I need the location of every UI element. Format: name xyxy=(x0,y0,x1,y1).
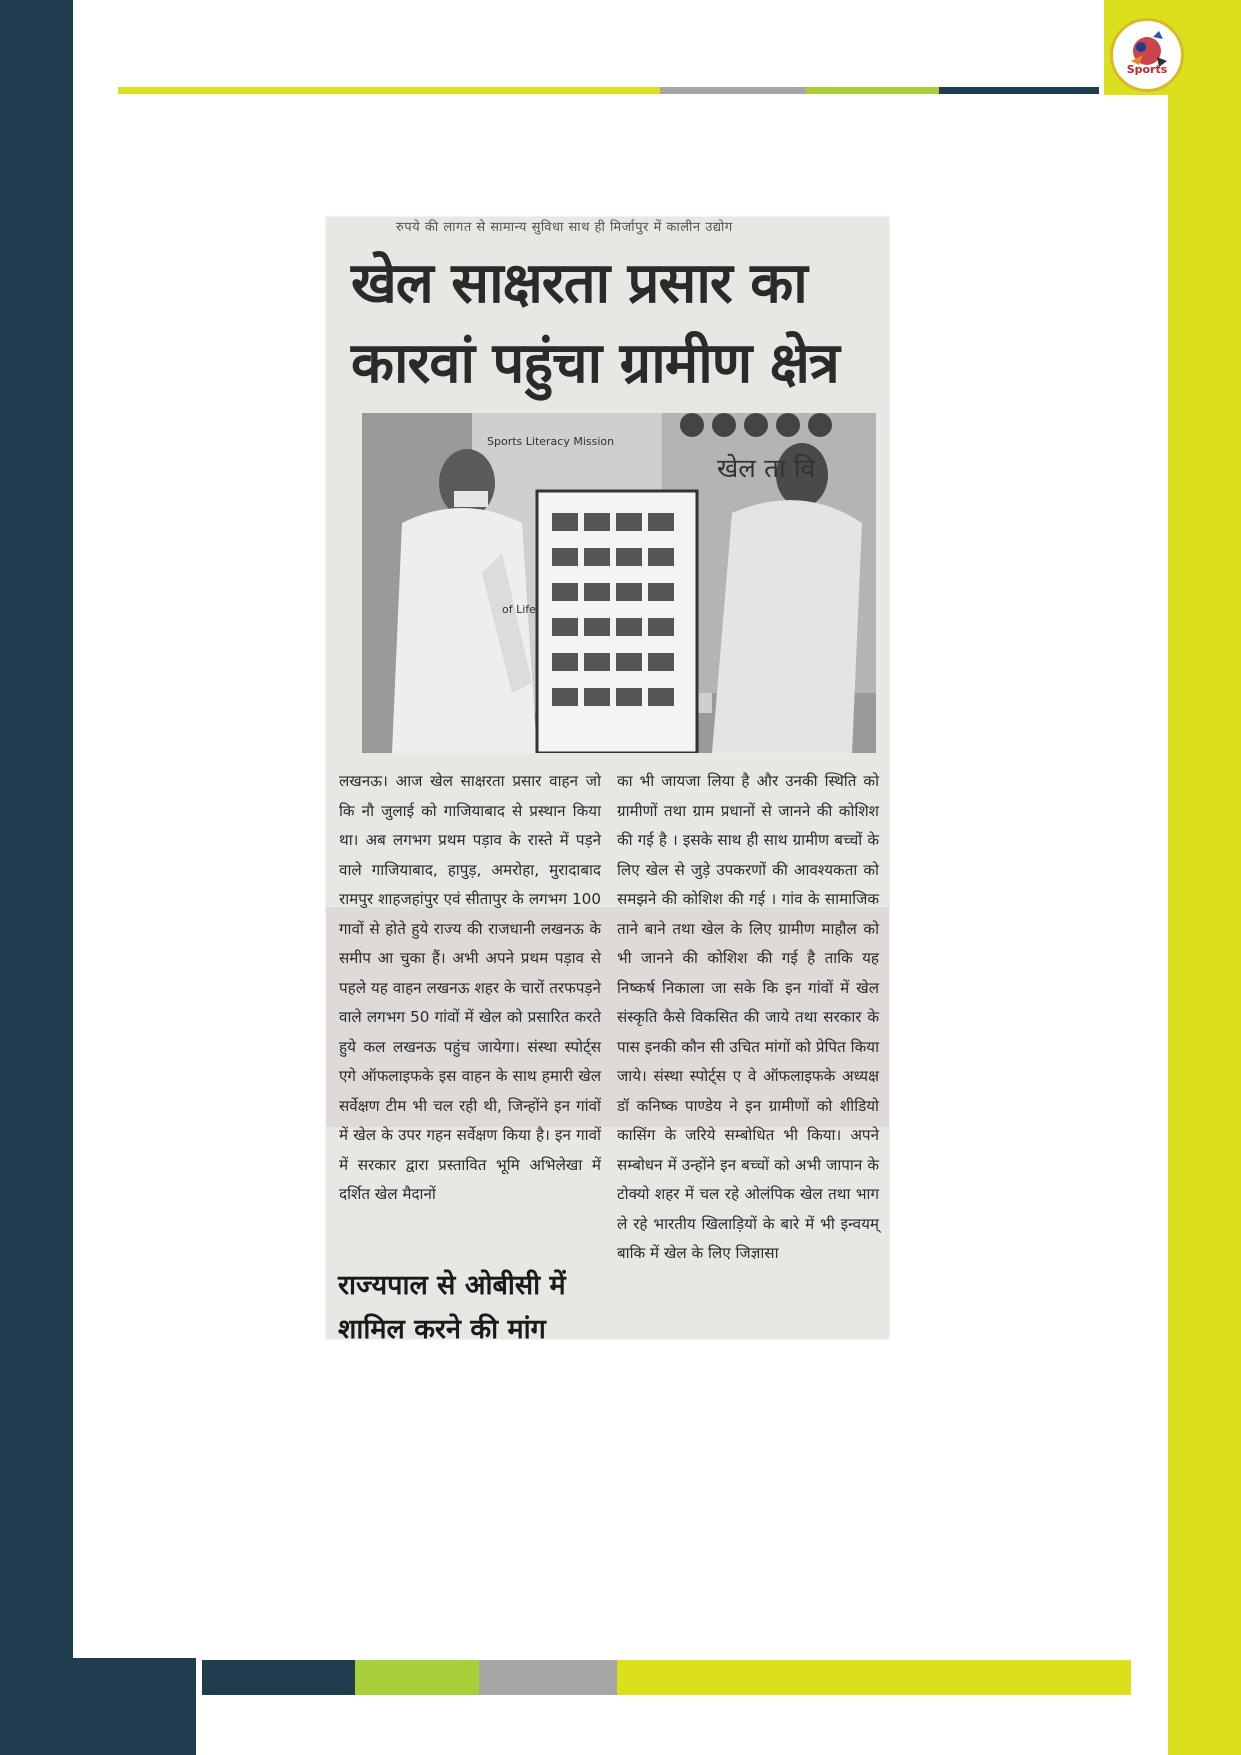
bottom-left-navy-block xyxy=(0,1658,196,1755)
top-stripe-navy xyxy=(939,87,1099,94)
top-stripe-lime xyxy=(118,87,660,94)
top-stripe-green xyxy=(806,87,939,94)
right-lime-band xyxy=(1168,0,1241,1755)
photo-illustration xyxy=(362,413,876,753)
photo-banner-text: Sports Literacy Mission xyxy=(487,435,615,448)
bottom-stripe-navy xyxy=(202,1660,355,1695)
headline-line-2: कारवां पहुंचा ग्रामीण क्षेत्र xyxy=(351,331,839,396)
bottom-stripe-lime xyxy=(617,1660,1131,1695)
clipping-top-line: रुपये की लागत से सामान्य सुविधा साथ ही मिर्जापुर में कालीन उद्योग xyxy=(396,220,733,235)
sports-logo-icon xyxy=(1113,21,1181,89)
photo-banner-hindi: खेल ता वि xyxy=(717,454,816,484)
newspaper-clipping xyxy=(326,217,889,1339)
news-photo xyxy=(362,413,876,753)
article-subheadline: राज्यपाल से ओबीसी में शामिल करने की मांग xyxy=(338,1270,566,1339)
article-column-left: लखनऊ। आज खेल साक्षरता प्रसार वाहन जो कि नौ जुलाई को गाजियाबाद से प्रस्थान किया था। अब लगभग प्रथम पड़ाव के रास्ते में पड़ने वाले गाजियाबाद, हापुड़, अमरोहा, मुरादाबाद रामपुर शाहजहांपुर एवं सीतापुर के लगभग 100 गावों से होते हुये राज्य की राजधानी लखनऊ के समीप आ चुका हैं। अभी अपने प्रथम पड़ाव से पहले यह वाहन लखनऊ शहर के चारों तरफपड़ने वाले लगभग 50 गांवों में खेल को प्रसारित करते हुये कल लखनऊ पहुंच जायेगा। संस्था स्पोर्ट्स एगे ऑफलाइफके इस वाहन के साथ हमारी खेल सर्वेक्षण टीम भी चल रही थी, जिन्होंने इन गांवों में खेल के उपर गहन सर्वेक्षण किया है। इन गावों में सरकार द्वारा प्रस्तावित भूमि अभिलेखा में दर्शित खेल मैदानों xyxy=(339,772,601,1203)
left-navy-band xyxy=(0,0,73,1755)
bottom-stripe-gray xyxy=(479,1660,617,1695)
photo-side-text: of Life xyxy=(502,603,536,616)
headline-line-1: खेल साक्षरता प्रसार का xyxy=(351,251,807,316)
logo-text: Sports xyxy=(1126,63,1168,76)
bottom-stripe-green xyxy=(355,1660,479,1695)
top-stripe-gray xyxy=(660,87,806,94)
sports-logo xyxy=(1110,18,1184,92)
article-column-right: का भी जायजा लिया है और उनकी स्थिति को ग्रामीणों तथा ग्राम प्रधानों से जानने की कोशिश की गई है । इसके साथ ही साथ ग्रामीण बच्चों के लिए खेल से जुड़े उपकरणों की आवश्यकता को समझने की कोशिश की गई । गांव के सामाजिक ताने बाने तथा खेल के लिए ग्रामीण माहौल को भी जानने की कोशिश की गई है ताकि यह निष्कर्ष निकाला जा सके कि इन गांवों में खेल संस्कृति कैसे विकसित की जाये तथा सरकार के पास इनकी कौन सी उचित मांगों को प्रेपित किया जाये। संस्था स्पोर्ट्स ए वे ऑफलाइफके अध्यक्ष डॉ कनिष्क पाण्डेय ने इन ग्रामीणों को शीडियो कासिंग के जरिये सम्बोधित भी किया। अपने सम्बोधन में उन्होंने इन बच्चों को अभी जापान के टोक्यो शहर में चल रहे ओलंपिक खेल तथा भाग ले रहे भारतीय खिलाड़ियों के बारे में भी इन्वयम् बाकि में खेल के लिए जिज्ञासा xyxy=(617,772,879,1262)
